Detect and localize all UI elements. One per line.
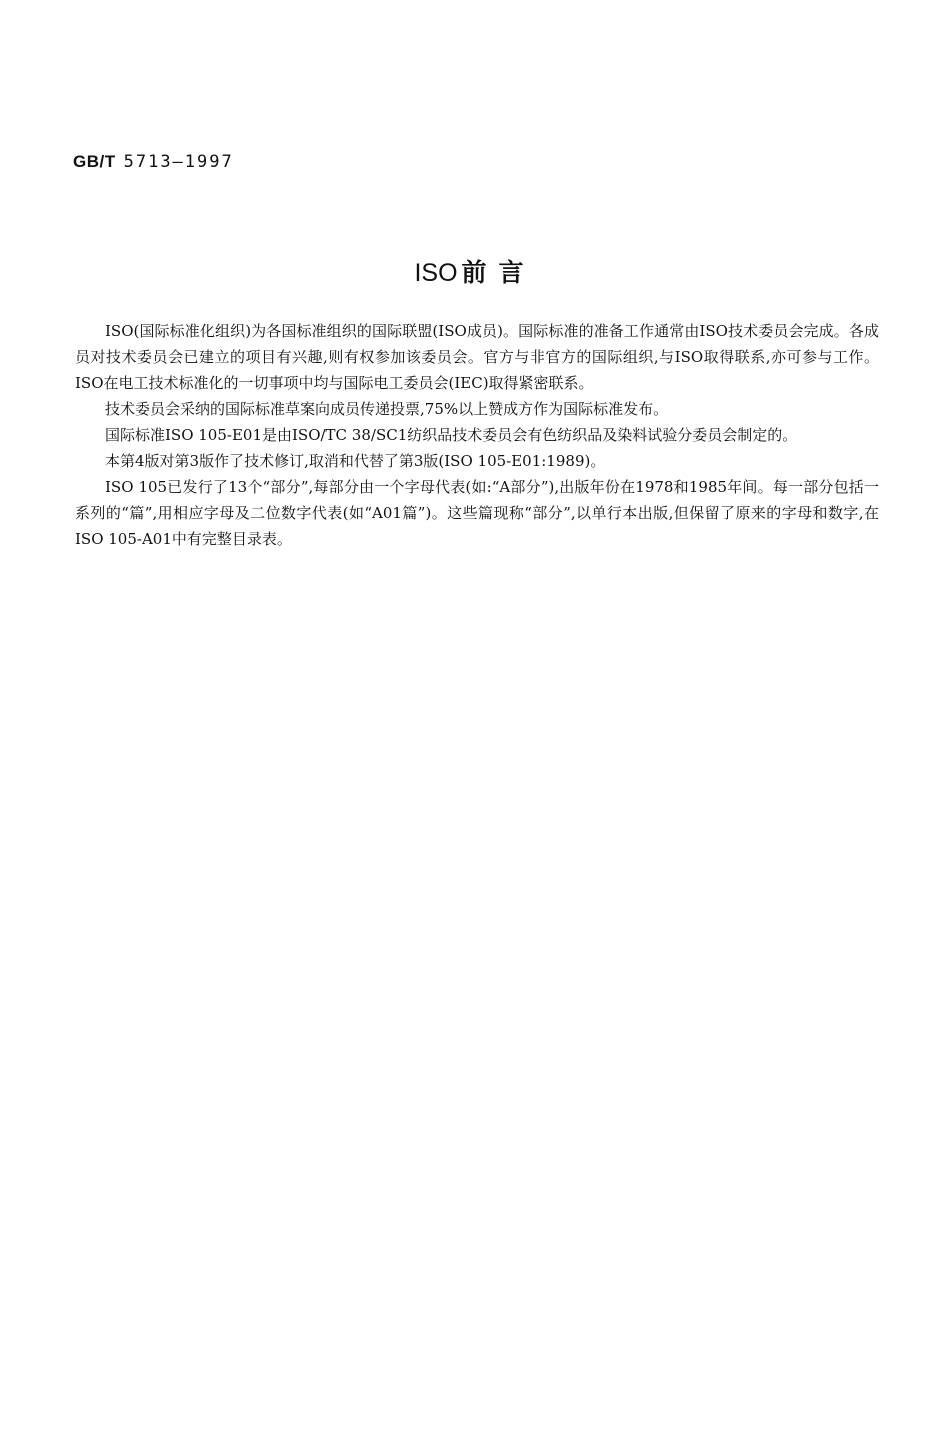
- paragraph-parts: ISO 105已发行了13个“部分”,每部分由一个字母代表(如:“A部分”),出版年份在1978和1985年间。每一部分包括一系列的“篇”,用相应字母及二位数字代表(如“A01篇”)。这些篇现称“部分”,以单行本出版,但保留了原来的字母和数字,在ISO 105-A01中有完整目录表。: [75, 478, 879, 548]
- standard-number-header: [73, 152, 234, 172]
- standard-prefix: GB/T: [73, 152, 116, 171]
- foreword-body: [75, 318, 879, 552]
- title-latin: ISO: [414, 259, 458, 287]
- paragraph-iso-intro: ISO(国际标准化组织)为各国标准组织的国际联盟(ISO成员)。国际标准的准备工作通常由ISO技术委员会完成。各成员对技术委员会已建立的项目有兴趣,则有权参加该委员会。官方与非官方的国际组织,与ISO取得联系,亦可参与工作。ISO在电工技术标准化的一切事项中均与国际电工委员会(IEC)取得紧密联系。: [75, 322, 879, 392]
- paragraph-committee: 国际标准ISO 105-E01是由ISO/TC 38/SC1纺织品技术委员会有色纺织品及染料试验分委员会制定的。: [105, 426, 798, 444]
- title-cjk: 前言: [461, 258, 536, 287]
- page-title: [0, 253, 950, 289]
- paragraph-revision: 本第4版对第3版作了技术修订,取消和代替了第3版(ISO 105-E01:1989)。: [105, 452, 606, 470]
- standard-number: 5713—1997: [123, 152, 234, 172]
- paragraph-voting: 技术委员会采纳的国际标准草案向成员传递投票,75%以上赞成方作为国际标准发布。: [105, 400, 669, 418]
